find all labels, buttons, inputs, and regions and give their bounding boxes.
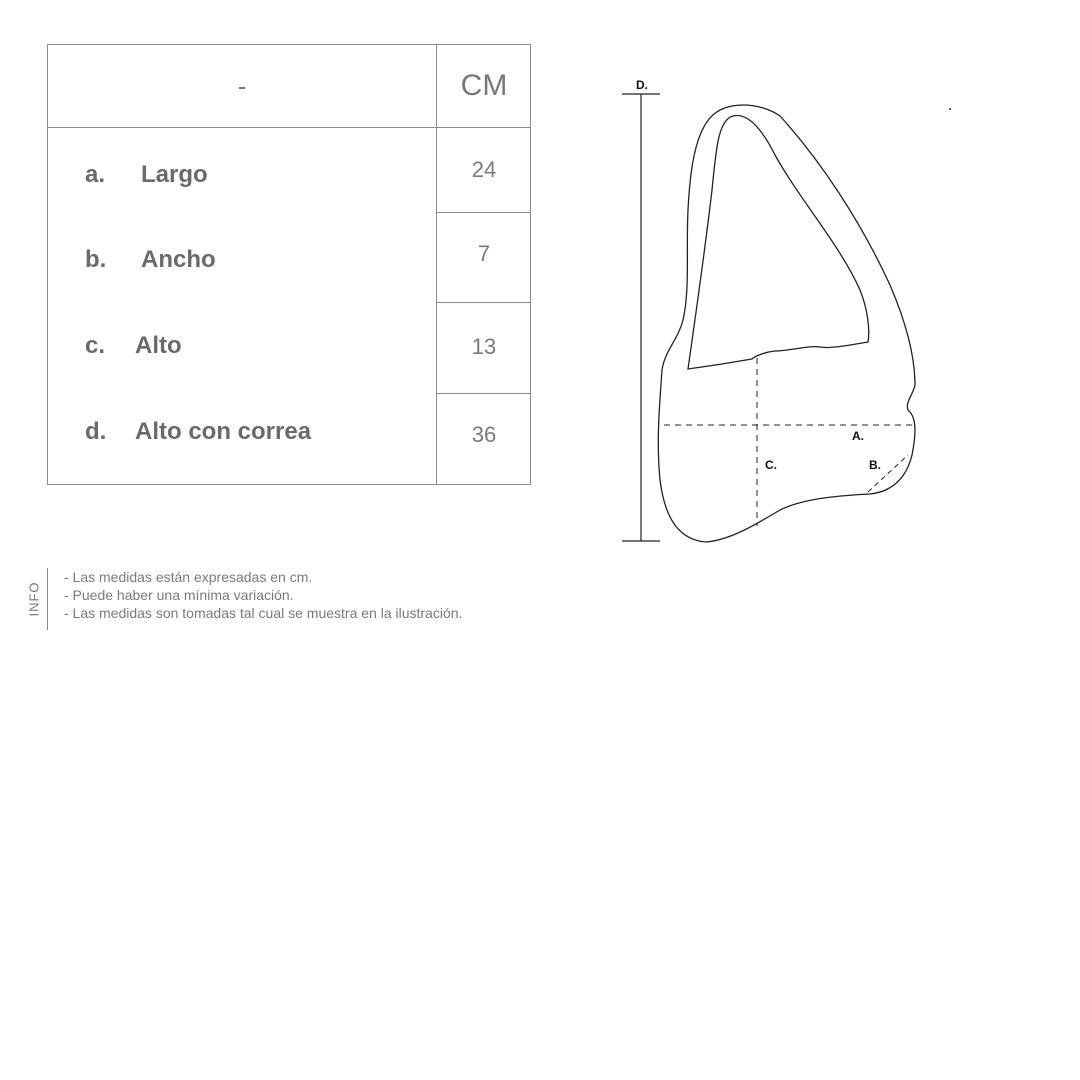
stray-dot <box>949 108 951 110</box>
strap-inner-outline <box>688 116 869 369</box>
row-divider <box>437 393 531 394</box>
row-letter: a. <box>85 161 106 188</box>
table-row-label <box>85 325 182 367</box>
row-divider <box>437 302 531 303</box>
height-dimension-line <box>622 94 660 541</box>
row-divider <box>437 212 531 213</box>
row-name: Alto con correa <box>135 418 312 445</box>
info-line: - Puede haber una mínima variación. <box>64 587 294 603</box>
row-name: Largo <box>141 161 208 188</box>
header-label: - <box>237 70 247 101</box>
table-row-label <box>85 239 216 281</box>
info-notes <box>26 566 626 632</box>
row-value: 24 <box>471 157 497 182</box>
row-value: 7 <box>477 241 491 266</box>
info-label-text: INFO <box>26 581 42 617</box>
row-value: 13 <box>471 334 497 359</box>
bag-measurement-diagram <box>600 60 980 560</box>
info-line: - Las medidas son tomadas tal cual se muestra en la ilustración. <box>64 605 463 621</box>
info-lines <box>64 568 462 622</box>
label-a: A. <box>852 429 864 443</box>
label-b: B. <box>869 458 881 472</box>
info-label <box>26 574 42 624</box>
measurements-table <box>47 44 531 485</box>
info-divider <box>47 568 48 630</box>
table-row-label <box>85 154 208 196</box>
row-value: 36 <box>471 422 497 447</box>
label-d: D. <box>636 78 648 92</box>
label-c: C. <box>765 458 777 472</box>
bag-outline <box>658 105 915 542</box>
row-name: Alto <box>135 332 182 359</box>
info-line: - Las medidas están expresadas en cm. <box>64 569 313 585</box>
row-letter: b. <box>85 246 107 273</box>
row-name: Ancho <box>141 246 216 273</box>
header-unit: CM <box>460 69 508 102</box>
row-letter: d. <box>85 418 107 445</box>
table-row-label <box>85 411 311 453</box>
row-letter: c. <box>85 332 106 359</box>
